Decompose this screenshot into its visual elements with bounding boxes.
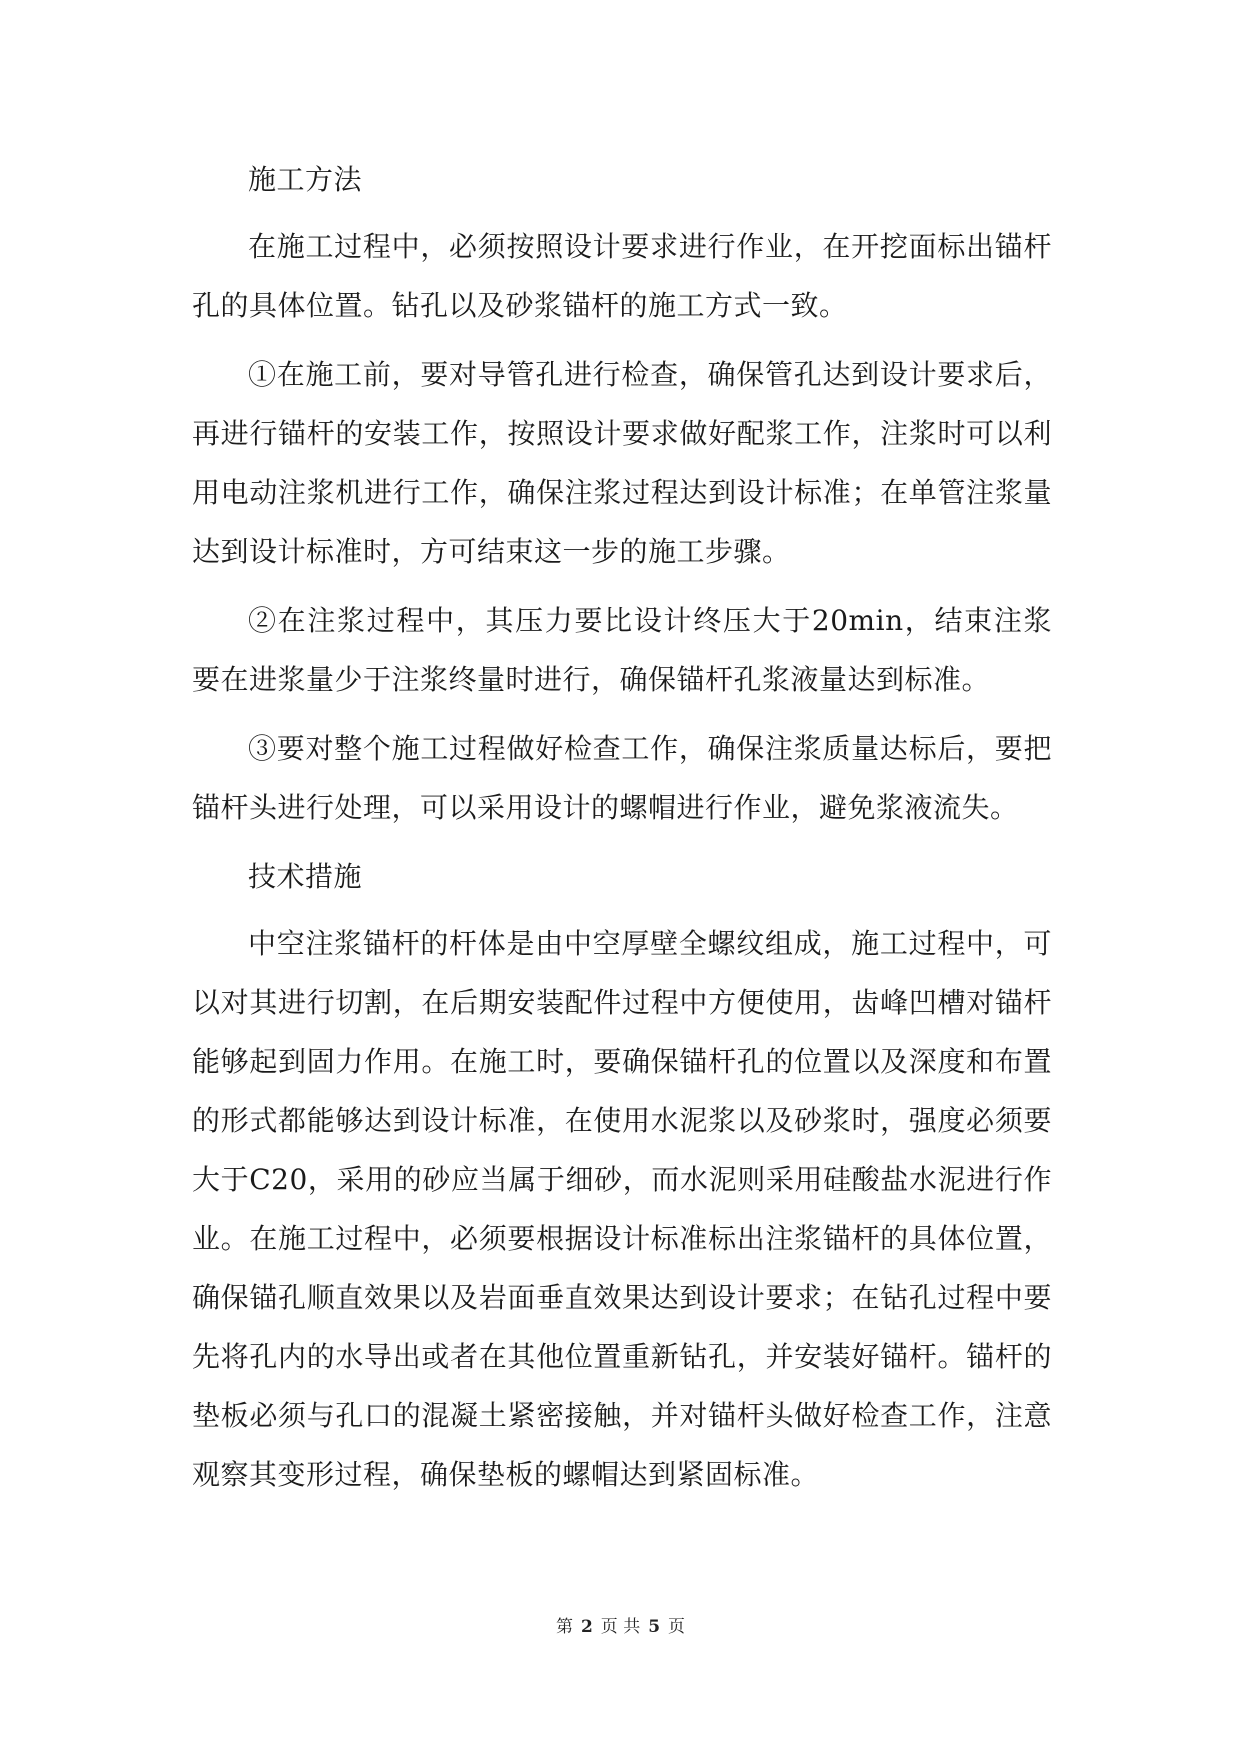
paragraph: ②在注浆过程中，其压力要比设计终压大于20min，结束注浆要在进浆量少于注浆终量时进行，确保锚杆孔浆液量达到标准。 [192,604,1052,696]
page-footer [0,1612,1241,1637]
footer-suffix: 页 [668,1617,686,1637]
footer-prefix: 第 [555,1617,573,1637]
section-heading-technical-measures: 技术措施 [248,860,363,893]
paragraph: ③要对整个施工过程做好检查工作，确保注浆质量达标后，要把锚杆头进行处理，可以采用设计的螺帽进行作业，避免浆液流失。 [192,732,1052,824]
section-heading-construction-method: 施工方法 [248,163,363,196]
document-body [192,150,1052,1514]
paragraph: 中空注浆锚杆的杆体是由中空厚壁全螺纹组成，施工过程中，可以对其进行切割，在后期安装配件过程中方便使用，齿峰凹槽对锚杆能够起到固力作用。在施工时，要确保锚杆孔的位置以及深度和布置的形式都能够达到设计标准，在使用水泥浆以及砂浆时，强度必须要大于C20，采用的砂应当属于细砂，而水泥则采用硅酸盐水泥进行作业。在施工过程中，必须要根据设计标准标出注浆锚杆的具体位置，确保锚孔顺直效果以及岩面垂直效果达到设计要求；在钻孔过程中要先将孔内的水导出或者在其他位置重新钻孔，并安装好锚杆。锚杆的垫板必须与孔口的混凝土紧密接触，并对锚杆头做好检查工作，注意观察其变形过程，确保垫板的螺帽达到紧固标准。 [192,927,1052,1491]
paragraph: 在施工过程中，必须按照设计要求进行作业，在开挖面标出锚杆孔的具体位置。钻孔以及砂浆锚杆的施工方式一致。 [192,230,1052,322]
total-pages-number: 5 [648,1617,661,1637]
footer-middle: 页 共 [600,1617,641,1637]
paragraph: ①在施工前，要对导管孔进行检查，确保管孔达到设计要求后，再进行锚杆的安装工作，按照设计要求做好配浆工作，注浆时可以利用电动注浆机进行工作，确保注浆过程达到设计标准；在单管注浆量达到设计标准时，方可结束这一步的施工步骤。 [192,358,1052,568]
current-page-number: 2 [580,1617,593,1637]
